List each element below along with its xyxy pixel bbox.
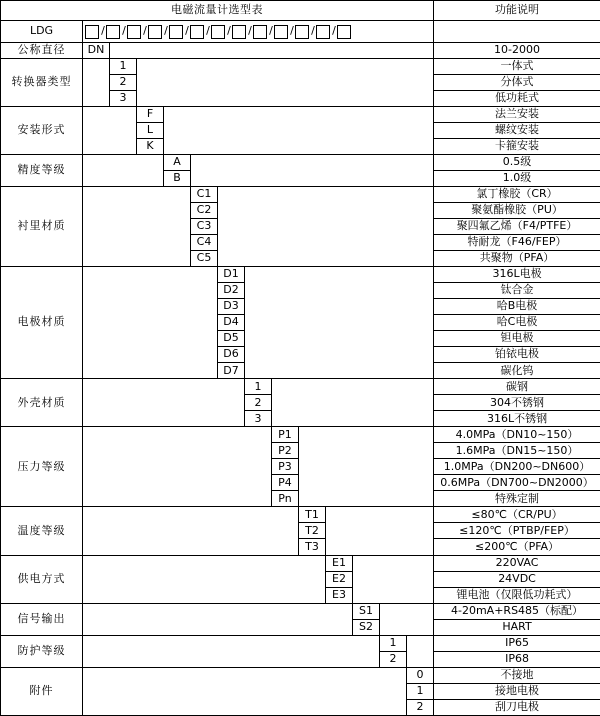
- blank-left-1: [83, 59, 110, 107]
- description-cell: 螺纹安装: [434, 123, 600, 139]
- code-cell[interactable]: P2: [272, 443, 299, 459]
- blank-left-12: [83, 667, 407, 715]
- code-cell[interactable]: L: [137, 123, 164, 139]
- description-cell: 特耐龙（F46/FEP）: [434, 235, 600, 251]
- code-cell[interactable]: C3: [191, 219, 218, 235]
- blank-right-9: [353, 555, 434, 603]
- row-category-0: 公称直径: [1, 43, 83, 59]
- function-desc-header: 功能说明: [434, 1, 600, 21]
- blank-left-5: [83, 267, 218, 379]
- row-category-6: 外壳材质: [1, 379, 83, 427]
- code-cell[interactable]: D2: [218, 283, 245, 299]
- description-cell: 0.5级: [434, 155, 600, 171]
- description-cell: IP65: [434, 635, 600, 651]
- blank-right-10: [380, 603, 434, 635]
- table-row: [1, 107, 600, 123]
- model-code-spacer: [434, 21, 600, 43]
- table-row: [1, 427, 600, 443]
- code-cell[interactable]: K: [137, 139, 164, 155]
- slash-separator: /: [164, 24, 168, 38]
- description-cell: 4.0MPa（DN10~150）: [434, 427, 600, 443]
- blank-right-4: [218, 187, 434, 267]
- description-cell: 4-20mA+RS485（标配）: [434, 603, 600, 619]
- blank-right-8: [326, 507, 434, 555]
- code-cell[interactable]: 2: [380, 651, 407, 667]
- code-cell[interactable]: D5: [218, 331, 245, 347]
- description-cell: 1.6MPa（DN15~150）: [434, 443, 600, 459]
- code-cell[interactable]: 0: [407, 667, 434, 683]
- code-cell[interactable]: P1: [272, 427, 299, 443]
- description-cell: 低功耗式: [434, 91, 600, 107]
- code-cell[interactable]: A: [164, 155, 191, 171]
- blank-left-3: [83, 155, 164, 187]
- code-cell[interactable]: T2: [299, 523, 326, 539]
- blank-right-1: [137, 59, 434, 107]
- code-cell[interactable]: D6: [218, 347, 245, 363]
- code-cell[interactable]: 2: [407, 699, 434, 715]
- code-cell[interactable]: 2: [110, 75, 137, 91]
- slash-separator: /: [227, 24, 231, 38]
- model-code-box[interactable]: [169, 25, 183, 39]
- description-cell: 碳钢: [434, 379, 600, 395]
- table-row: [1, 267, 600, 283]
- blank-left-2: [83, 107, 137, 155]
- code-cell[interactable]: 1: [245, 379, 272, 395]
- code-cell[interactable]: D4: [218, 315, 245, 331]
- description-cell: HART: [434, 619, 600, 635]
- code-cell[interactable]: C4: [191, 235, 218, 251]
- row-category-1: 转换器类型: [1, 59, 83, 107]
- model-code-box[interactable]: [148, 25, 162, 39]
- blank-right-5: [245, 267, 434, 379]
- code-cell[interactable]: P4: [272, 475, 299, 491]
- table-header-row: [1, 1, 600, 21]
- blank-right-6: [272, 379, 434, 427]
- description-cell: 哈B电极: [434, 299, 600, 315]
- slash-separator: /: [206, 24, 210, 38]
- table-row: [1, 43, 600, 59]
- code-cell[interactable]: F: [137, 107, 164, 123]
- table-row: [1, 187, 600, 203]
- blank-right-3: [191, 155, 434, 187]
- model-prefix-label: LDG: [1, 21, 83, 43]
- blank-left-4: [83, 187, 191, 267]
- description-cell: 1.0级: [434, 171, 600, 187]
- code-cell[interactable]: T3: [299, 539, 326, 555]
- code-cell[interactable]: B: [164, 171, 191, 187]
- description-cell: 锂电池（仅限低功耗式）: [434, 587, 600, 603]
- table-row: [1, 155, 600, 171]
- row-category-11: 防护等级: [1, 635, 83, 667]
- row-category-7: 压力等级: [1, 427, 83, 507]
- description-cell: 聚四氟乙烯（F4/PTFE）: [434, 219, 600, 235]
- table-body: [1, 1, 600, 716]
- table-row: [1, 603, 600, 619]
- description-cell: 哈C电极: [434, 315, 600, 331]
- description-cell: 氯丁橡胶（CR）: [434, 187, 600, 203]
- table-row: [1, 379, 600, 395]
- blank-left-7: [83, 427, 272, 507]
- row-category-2: 安装形式: [1, 107, 83, 155]
- slash-separator: /: [143, 24, 147, 38]
- blank-left-8: [83, 507, 299, 555]
- model-code-box[interactable]: [232, 25, 246, 39]
- code-cell[interactable]: E3: [326, 587, 353, 603]
- description-cell: 铂铱电极: [434, 347, 600, 363]
- blank-left-10: [83, 603, 353, 635]
- model-code-box-row: [83, 21, 433, 42]
- description-cell: 钽电极: [434, 331, 600, 347]
- description-cell: ≤80℃（CR/PU）: [434, 507, 600, 523]
- row-category-5: 电极材质: [1, 267, 83, 379]
- blank-right-2: [164, 107, 434, 155]
- blank-left-6: [83, 379, 245, 427]
- slash-separator: /: [122, 24, 126, 38]
- blank-left-11: [83, 635, 380, 667]
- description-cell: 钛合金: [434, 283, 600, 299]
- code-cell[interactable]: C2: [191, 203, 218, 219]
- description-cell: 特殊定制: [434, 491, 600, 507]
- description-cell: 316L电极: [434, 267, 600, 283]
- blank-right-0: [110, 43, 434, 59]
- row-category-3: 精度等级: [1, 155, 83, 187]
- table-row: [1, 635, 600, 651]
- description-cell: ≤200℃（PFA）: [434, 539, 600, 555]
- table-row: [1, 667, 600, 683]
- code-cell[interactable]: P3: [272, 459, 299, 475]
- slash-separator: /: [332, 24, 336, 38]
- row-category-12: 附件: [1, 667, 83, 715]
- slash-separator: /: [290, 24, 294, 38]
- slash-separator: /: [185, 24, 189, 38]
- description-cell: 316L不锈钢: [434, 411, 600, 427]
- description-cell: 304不锈钢: [434, 395, 600, 411]
- description-cell: 刮刀电极: [434, 699, 600, 715]
- description-cell: 不接地: [434, 667, 600, 683]
- slash-separator: /: [248, 24, 252, 38]
- description-cell: 220VAC: [434, 555, 600, 571]
- code-cell[interactable]: 1: [110, 59, 137, 75]
- model-code-boxes[interactable]: [83, 21, 434, 43]
- model-code-box[interactable]: [190, 25, 204, 39]
- code-cell[interactable]: C1: [191, 187, 218, 203]
- model-code-box[interactable]: [106, 25, 120, 39]
- model-code-row: [1, 21, 600, 43]
- code-cell[interactable]: D3: [218, 299, 245, 315]
- description-cell: 24VDC: [434, 571, 600, 587]
- description-cell: 1.0MPa（DN200~DN600）: [434, 459, 600, 475]
- code-cell[interactable]: T1: [299, 507, 326, 523]
- row-category-10: 信号输出: [1, 603, 83, 635]
- code-cell[interactable]: DN: [83, 43, 110, 59]
- description-cell: ≤120℃（PTBP/FEP）: [434, 523, 600, 539]
- code-cell[interactable]: 3: [245, 411, 272, 427]
- model-code-box[interactable]: [127, 25, 141, 39]
- slash-separator: /: [311, 24, 315, 38]
- slash-separator: /: [269, 24, 273, 38]
- description-cell: 0.6MPa（DN700~DN2000）: [434, 475, 600, 491]
- model-code-box[interactable]: [295, 25, 309, 39]
- model-code-box[interactable]: [337, 25, 351, 39]
- table-row: [1, 507, 600, 523]
- code-cell[interactable]: E1: [326, 555, 353, 571]
- code-cell[interactable]: E2: [326, 571, 353, 587]
- description-cell: 卡箍安装: [434, 139, 600, 155]
- description-cell: IP68: [434, 651, 600, 667]
- blank-left-9: [83, 555, 326, 603]
- code-cell[interactable]: 1: [407, 683, 434, 699]
- model-code-box[interactable]: [274, 25, 288, 39]
- code-cell[interactable]: D7: [218, 363, 245, 379]
- code-cell[interactable]: Pn: [272, 491, 299, 507]
- description-cell: 共聚物（PFA）: [434, 251, 600, 267]
- description-cell: 聚氨酯橡胶（PU）: [434, 203, 600, 219]
- description-cell: 分体式: [434, 75, 600, 91]
- code-cell[interactable]: D1: [218, 267, 245, 283]
- slash-separator: /: [101, 24, 105, 38]
- code-cell[interactable]: 2: [245, 395, 272, 411]
- model-code-box[interactable]: [253, 25, 267, 39]
- description-cell: 10-2000: [434, 43, 600, 59]
- table-title: 电磁流量计选型表: [1, 1, 434, 21]
- description-cell: 一体式: [434, 59, 600, 75]
- row-category-4: 衬里材质: [1, 187, 83, 267]
- table-row: [1, 59, 600, 75]
- model-code-box[interactable]: [85, 25, 99, 39]
- table-row: [1, 555, 600, 571]
- description-cell: 接地电极: [434, 683, 600, 699]
- blank-right-11: [407, 635, 434, 667]
- model-code-box[interactable]: [316, 25, 330, 39]
- code-cell[interactable]: 3: [110, 91, 137, 107]
- code-cell[interactable]: S2: [353, 619, 380, 635]
- code-cell[interactable]: C5: [191, 251, 218, 267]
- code-cell[interactable]: S1: [353, 603, 380, 619]
- row-category-9: 供电方式: [1, 555, 83, 603]
- code-cell[interactable]: 1: [380, 635, 407, 651]
- description-cell: 法兰安装: [434, 107, 600, 123]
- model-code-box[interactable]: [211, 25, 225, 39]
- row-category-8: 温度等级: [1, 507, 83, 555]
- blank-right-7: [299, 427, 434, 507]
- description-cell: 碳化钨: [434, 363, 600, 379]
